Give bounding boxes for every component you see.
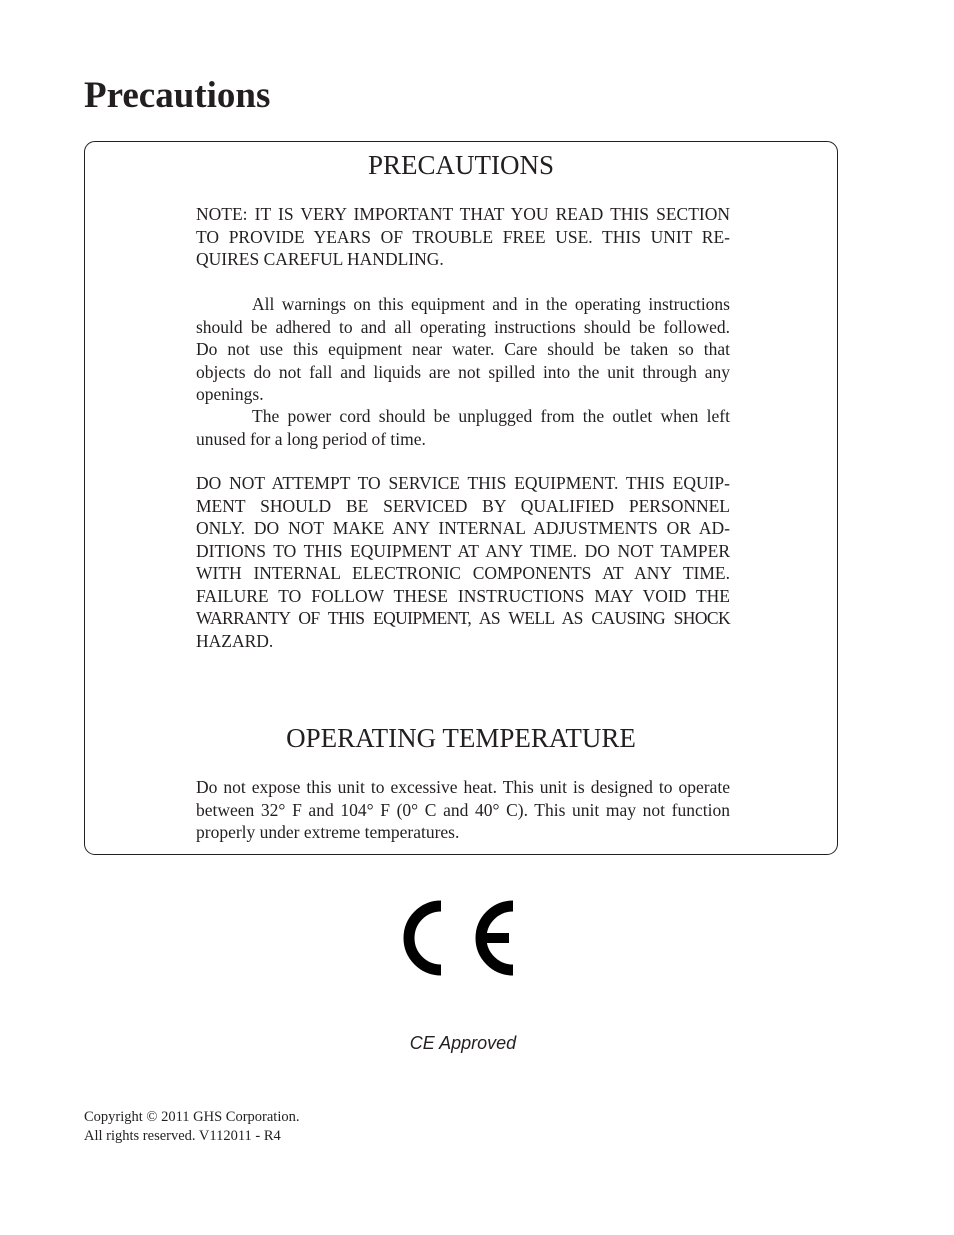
power-cord-paragraph [196,405,730,450]
service-line: WARRANTY OF THIS EQUIPMENT, AS WELL AS CAUSING SHOCK [196,608,730,628]
warnings-line: should be adhered to and all operating instructions should be followed. [196,316,730,337]
copyright-notice [84,1108,300,1146]
warnings-paragraph [196,293,730,406]
service-line: MENT SHOULD BE SERVICED BY QUALIFIED PERSONNEL [196,495,730,516]
service-line: FAILURE TO FOLLOW THESE INSTRUCTIONS MAY VOID THE [196,585,730,606]
operating-line: Do not expose this unit to excessive heat. This unit is designed to operate [196,777,730,797]
note-paragraph [196,203,730,271]
operating-line: between 32° F and 104° F (0° C and 40° C). This unit may not function [196,799,730,820]
service-line: DITIONS TO THIS EQUIPMENT AT ANY TIME. DO NOT TAMPER [196,540,730,561]
precautions-heading: PRECAUTIONS [367,150,555,180]
operating-line: properly under extreme temperatures. [196,822,460,842]
warnings-line: objects do not fall and liquids are not spilled into the unit through any [196,361,730,382]
operating-temperature-heading: OPERATING TEMPERATURE [286,723,636,753]
page-title: Precautions [84,75,271,116]
service-warning-paragraph [196,472,730,652]
ce-approved-caption: CE Approved [409,1033,517,1053]
service-line: WITH INTERNAL ELECTRONIC COMPONENTS AT ANY TIME. [196,563,730,583]
note-line: TO PROVIDE YEARS OF TROUBLE FREE USE. THIS UNIT RE- [196,226,730,247]
note-line: NOTE: IT IS VERY IMPORTANT THAT YOU READ THIS SECTION [196,204,730,224]
warnings-line: All warnings on this equipment and in the operating instructions [252,294,730,314]
warnings-line: Do not use this equipment near water. Care should be taken so that [196,339,730,359]
rights-reserved-line: All rights reserved. V112011 - R4 [84,1128,281,1144]
service-line: DO NOT ATTEMPT TO SERVICE THIS EQUIPMENT. THIS EQUIP- [196,473,730,493]
precautions-box [84,141,838,855]
copyright-line: Copyright © 2011 GHS Corporation. [84,1109,300,1125]
note-line: QUIRES CAREFUL HANDLING. [196,249,444,269]
service-line: ONLY. DO NOT MAKE ANY INTERNAL ADJUSTMENTS OR AD- [196,518,730,538]
warnings-line: openings. [196,384,264,404]
operating-temperature-paragraph [196,776,730,844]
power-cord-line: unused for a long period of time. [196,428,426,449]
ce-mark-icon [397,896,517,980]
power-cord-line: The power cord should be unplugged from the outlet when left [252,406,730,426]
service-line: HAZARD. [196,630,274,651]
